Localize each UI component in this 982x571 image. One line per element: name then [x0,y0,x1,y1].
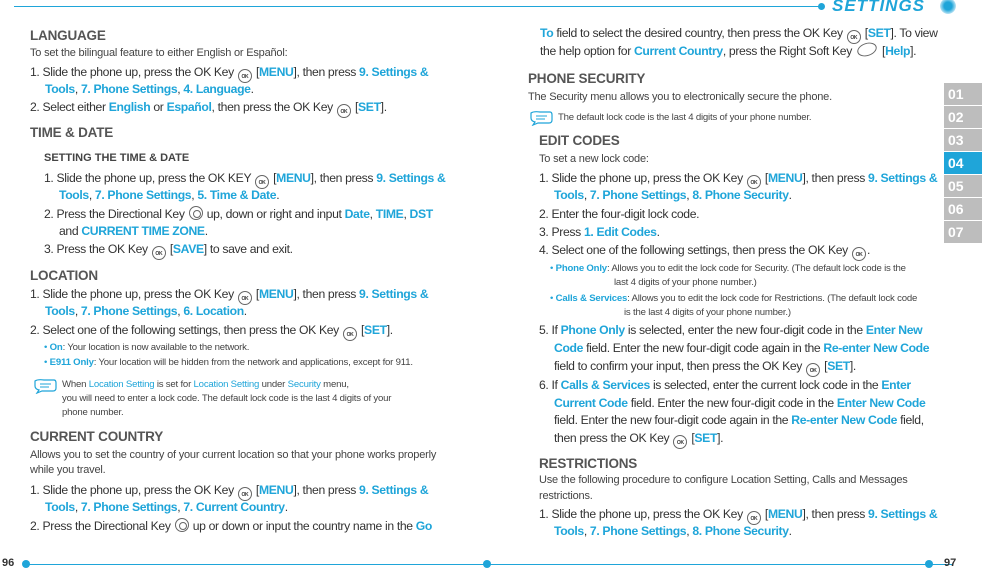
ok-key-icon: OK [747,511,761,525]
edit-step-6-cont-1: Current Code field. Enter the new four-digit code in the Enter New Code [554,396,926,410]
edit-codes-desc: To set a new lock code: [539,153,649,165]
location-note-line-3: phone number. [62,407,124,418]
location-bullet-e911: • E911 Only: Your location will be hidden from the network and applications, except for 911. [44,357,413,368]
tab-04[interactable]: 04 [944,152,982,174]
edit-bullet-calls-services: • Calls & Services: Allows you to edit the lock code for Restrictions. (The default lock code [550,293,918,304]
restrictions-step-1: 1. Slide the phone up, press the OK Key OK [MENU], then press 9. Settings & [539,506,937,525]
country-step-2-cont: To field to select the desired country, then press the OK Key OK [SET]. To view [540,25,938,44]
footer-dot-center [483,560,491,568]
edit-step-5-cont-2: field to confirm your input, then press the OK Key OK [SET]. [554,358,856,377]
security-note: The default lock code is the last 4 digits of your phone number. [558,112,812,123]
language-step-1-cont: Tools, 7. Phone Settings, 4. Language. [45,82,254,96]
footer-dot-right [925,560,933,568]
country-step-2: 2. Press the Directional Key up or down or input the country name in the Go [30,519,433,533]
chapter-tabs [944,83,982,244]
country-desc-1: Allows you to set the country of your current location so that your phone works properly [30,449,437,461]
location-step-1-cont: Tools, 7. Phone Settings, 6. Location. [45,304,247,318]
tab-03[interactable]: 03 [944,129,982,151]
edit-step-5: 5. If Phone Only is selected, enter the new four-digit code in the Enter New [539,323,923,337]
restrictions-desc-2: restrictions. [539,490,593,502]
edit-step-5-cont-1: Code field. Enter the new four-digit code again in the Re-enter New Code [554,341,930,355]
security-desc: The Security menu allows you to electronically secure the phone. [528,91,832,103]
footer-dot-left [22,560,30,568]
page-number-left: 96 [2,557,15,569]
edit-step-2: 2. Enter the four-digit lock code. [539,207,700,221]
location-note-line-2: you will need to enter a lock code. The default lock code is the last 4 digits of your [62,393,392,404]
edit-step-4: 4. Select one of the following settings, then press the OK Key OK . [539,242,870,261]
ok-key-icon: OK [747,175,761,189]
language-step-1: 1. Slide the phone up, press the OK Key OK [MENU], then press 9. Settings & [30,64,428,83]
timedate-step-3: 3. Press the OK Key OK [SAVE] to save and exit. [44,241,293,260]
right-soft-key-icon [855,40,878,59]
restrictions-desc-1: Use the following procedure to configure Location Setting, Calls and Messages [539,474,908,486]
location-step-2: 2. Select one of the following settings, then press the OK Key OK [SET]. [30,322,393,341]
tab-02[interactable]: 02 [944,106,982,128]
directional-key-icon [175,518,189,532]
note-icon [32,378,58,394]
page-number-right: 97 [944,557,957,569]
timedate-step-1: 1. Slide the phone up, press the OK KEY OK [MENU], then press 9. Settings & [44,170,445,189]
header-rule-dot [818,3,825,10]
edit-step-6-cont-2: field. Enter the new four-digit code again in the Re-enter New Code field, [554,413,924,427]
location-heading: LOCATION [30,268,98,283]
tab-01[interactable]: 01 [944,83,982,105]
tab-05[interactable]: 05 [944,175,982,197]
tab-06[interactable]: 06 [944,198,982,220]
note-icon [528,110,554,126]
location-bullet-on: • On: Your location is now available to the network. [44,342,250,353]
country-desc-2: while you travel. [30,464,106,476]
edit-step-1: 1. Slide the phone up, press the OK Key OK [MENU], then press 9. Settings & [539,170,937,189]
section-title: SETTINGS [832,0,926,15]
country-step-1-cont: Tools, 7. Phone Settings, 7. Current Country. [45,500,288,514]
security-heading: PHONE SECURITY [528,71,646,86]
restrictions-heading: RESTRICTIONS [539,456,638,471]
directional-key-icon [189,206,203,220]
ok-key-icon: OK [806,363,820,377]
ok-key-icon: OK [238,487,252,501]
ok-key-icon: OK [255,175,269,189]
location-step-1: 1. Slide the phone up, press the OK Key OK [MENU], then press 9. Settings & [30,286,428,305]
edit-step-6: 6. If Calls & Services is selected, enter the current lock code in the Enter [539,378,911,392]
edit-step-6-cont-3: then press the OK Key OK [SET]. [554,430,723,449]
ok-key-icon: OK [852,247,866,261]
country-step-1: 1. Slide the phone up, press the OK Key OK [MENU], then press 9. Settings & [30,482,428,501]
edit-bullet-phone-only: • Phone Only: Allows you to edit the lock code for Security. (The default lock code is the [550,263,906,274]
timedate-subheading: SETTING THE TIME & DATE [44,152,190,164]
language-heading: LANGUAGE [30,28,106,43]
edit-step-3: 3. Press 1. Edit Codes. [539,225,660,239]
title-dot-icon [940,0,956,14]
ok-key-icon: OK [238,69,252,83]
edit-codes-heading: EDIT CODES [539,133,620,148]
timedate-step-1-cont: Tools, 7. Phone Settings, 5. Time & Date. [59,188,280,202]
edit-bullet-calls-services-cont: is the last 4 digits of your phone number.) [624,307,791,318]
tab-07[interactable]: 07 [944,221,982,243]
timedate-heading: TIME & DATE [30,125,114,140]
timedate-step-2-cont: and CURRENT TIME ZONE. [59,224,208,238]
ok-key-icon: OK [847,30,861,44]
edit-bullet-phone-only-cont: last 4 digits of your phone number.) [614,277,757,288]
ok-key-icon: OK [673,435,687,449]
header-rule [14,6,822,7]
ok-key-icon: OK [337,104,351,118]
language-desc: To set the bilingual feature to either English or Español: [30,47,288,59]
ok-key-icon: OK [238,291,252,305]
edit-step-1-cont: Tools, 7. Phone Settings, 8. Phone Security. [554,188,792,202]
country-step-2-cont-2: the help option for Current Country, press the Right Soft Key [Help]. [540,43,916,60]
ok-key-icon: OK [343,327,357,341]
timedate-step-2: 2. Press the Directional Key up, down or right and input Date, TIME, DST [44,207,433,221]
language-step-2: 2. Select either English or Español, then press the OK Key OK [SET]. [30,99,387,118]
location-note-line-1: When Location Setting is set for Location Setting under Security menu, [62,379,349,390]
ok-key-icon: OK [152,246,166,260]
country-heading: CURRENT COUNTRY [30,429,163,444]
restrictions-step-1-cont: Tools, 7. Phone Settings, 8. Phone Security. [554,524,792,538]
